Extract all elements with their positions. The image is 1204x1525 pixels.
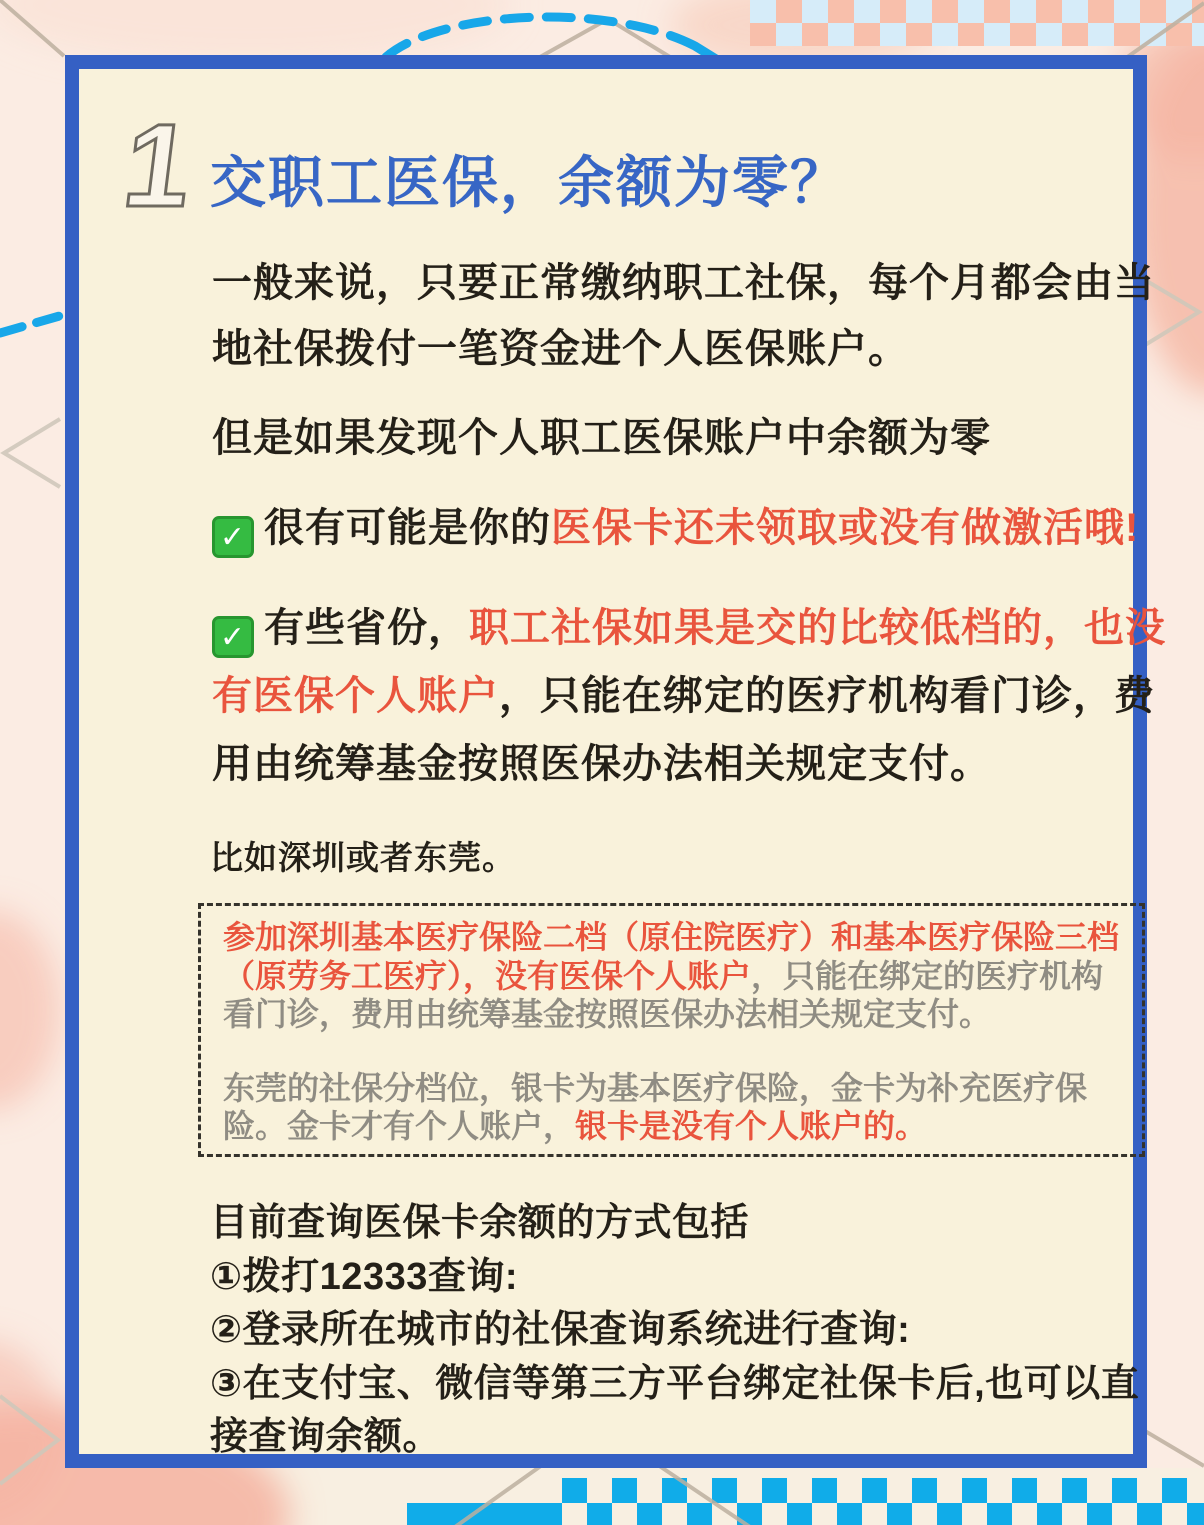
bottom-checkerboard xyxy=(562,1478,1204,1525)
top-right-checkerboard xyxy=(750,0,1204,46)
check-item-1 xyxy=(212,497,1192,559)
method-item-2: ②登录所在城市的社保查询系统进行查询: xyxy=(210,1309,911,1351)
green-check-icon: ✓ xyxy=(212,516,254,558)
intro-paragraph-2: 但是如果发现个人职工医保账户中余额为零 xyxy=(212,416,991,460)
check-item-2 xyxy=(212,594,1170,798)
dashed-line-left xyxy=(0,315,63,333)
methods-intro: 目前查询医保卡余额的方式包括 xyxy=(210,1202,750,1244)
example-note-box xyxy=(198,903,1145,1157)
method-item-1: ①拨打12333查询: xyxy=(210,1255,518,1298)
note-p2-gray: 东莞的社保分档位，银卡为基本医疗保险，金卡为补充医疗保险。金卡才有个人账户， xyxy=(223,1069,1088,1144)
check-item-2-suffix: ，只能在绑定的医疗机构看门诊，费用由统筹基金按照医保办法相关规定支付。 xyxy=(212,674,1155,786)
check-item-1-highlight: 医保卡还未领取或没有做激活哦! xyxy=(551,506,1140,550)
green-check-icon: ✓ xyxy=(212,616,254,658)
note-p2-red: 银卡是没有个人账户的。 xyxy=(575,1108,928,1144)
note-p1-gray: ，只能在绑定的医疗机构看门诊，费用由统筹基金按照医保办法相关规定支付。 xyxy=(223,957,1104,1032)
note-paragraph-dongguan xyxy=(223,1069,1120,1146)
check-item-2-highlight: 职工社保如果是交的比较低档的，也没有医保个人账户 xyxy=(212,606,1166,718)
check-item-1-text: 很有可能是你的 xyxy=(264,506,551,550)
example-intro: 比如深圳或者东莞。 xyxy=(210,839,516,876)
intro-paragraph-1: 一般来说，只要正常缴纳职工社保，每个月都会由当地社保拨付一笔资金进个人医保账户。 xyxy=(212,261,1155,371)
note-p1-red: 参加深圳基本医疗保险二档（原住院医疗）和基本医疗保险三档（原劳务工医疗），没有医保个人账户 xyxy=(223,919,1120,994)
section-number: 1 xyxy=(116,100,199,232)
note-paragraph-shenzhen xyxy=(223,918,1120,1034)
method-item-3: ③在支付宝、微信等第三方平台绑定社保卡后,也可以直接查询余额。 xyxy=(210,1362,1140,1458)
check-item-2-prefix: 有些省份， xyxy=(264,606,469,650)
page-title: 交职工医保，余额为零？ xyxy=(210,151,848,214)
query-methods-list xyxy=(210,1197,1152,1465)
content-card xyxy=(65,55,1166,1468)
